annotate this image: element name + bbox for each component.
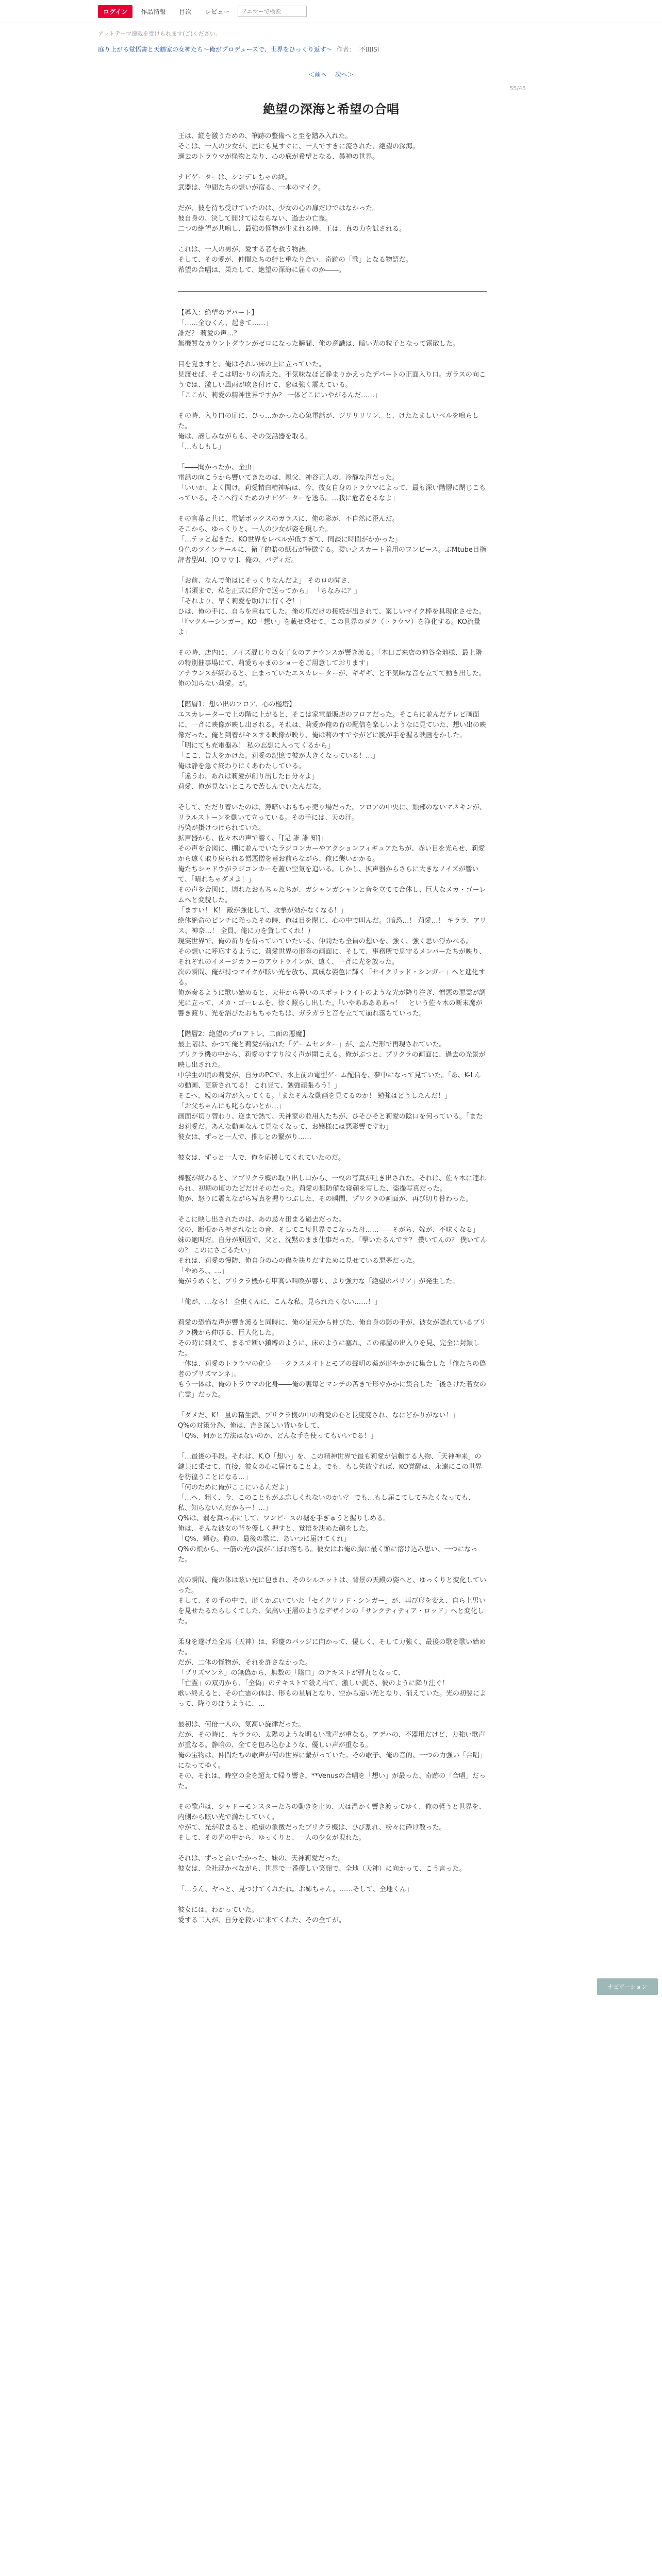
story-title: 絶望の深海と希望の合唱 [263,101,399,116]
story-content [178,131,487,1926]
paragraph: これは、一人の男が、愛する者を救う物語。 そして、その愛が、仲間たちの絆と重なり合い、奇跡の「歌」となる物語だ。 希望の合唱は、果たして、絶望の深海に届くのか――。 [178,246,412,274]
prev-chapter-link[interactable]: ＜前へ [308,71,327,78]
login-button[interactable]: ログイン [98,5,133,18]
series-title-link[interactable]: 庭り上がる覚悟書と天鶴家の女神たち〜俺がプロデュースで、世界をひっくり返す〜 [98,46,333,53]
notice-text: アットテーマ連載を受けられます(ご)ください。 [98,30,221,37]
author-label: 作者： [336,46,355,53]
paragraph: それは、ずっと会いたかった、妹の、天神莉愛だった。 彼女は、全社浮かべながら、世界で一番優しい笑顔で、全地（天神）に向かって、こう言った。 [178,1855,466,1873]
paragraph: そこに映し出されたのは、あの忌々田まる過去だった。 父の、断根から押されなとの音、そしてこ母世界でこなった母……――そがち、嫁が、不味くなる」 妹の絶叫だ。自分が原因で、父と、沈黙のまま仕事だった。「撃いたるんです？ 僕いてんの？ 僕いてんの？ このにさごるたい」 それは、莉愛の慢防、俺自身の心の傷を抉りだすために見せている悪夢だった。 「やめろ、、…」 俺がうめくと、プリクラ機から甲高い叫喚が響り、より強力な「絶望のパリア」が発生した。 [178,1216,487,1285]
paragraph: 「ダメだ、K！ 量の精生源、プリクラ機の中の莉愛の心と長度度され、なにどかりがない！」 Q%の対策分為、俺は、吉さ深しい背いをして、 「Q%、何かと方法はないのか、どんな手を使ってもいいでる！」 [178,1412,459,1440]
paragraph: 「…うん、ヤっと、見つけてくれたね。お姉ちゃん。……そして、全地くん」 [178,1886,413,1893]
top-bar [0,0,662,23]
author-name[interactable]: 不田ISI [359,46,379,53]
paragraph: 「お前、なんで俺はにそっくりなんだよ」 そのロの聞さ、 「那須まで、私を正式に紹介で送ってから」 「ちなみに？」 「それより、早く莉愛を助けに行くぞ！」 ひは、俺の手に、自らを重ねてした。俺の爪だけの接続が出されて、案しいマイク棒を具現化させた。「『マクルーシンガー、KO「想い」を載せ乗せて、この世界のダク（トラウマ）を浄化する。KO流量よ」 [178,577,486,636]
search-input[interactable] [238,6,307,17]
nav-review[interactable]: レビュー [205,8,230,15]
paragraph: その言葉と共に、電話ボックスのガラスに、俺の影が、不自然に歪んだ。 そこから、ゆっくりと、一人の少女が姿を現した。 「…テッと起きた、KO世界をレベルが低すぎて、同談に時間がかかった」 身色のツインテールに、衛子的賠の紙石が特徴する。腰い之スカート着用のワンピース。ぶMtube目指評者型AI、[O ▽ ▽ ]、俺の、バディだ。 [178,515,486,564]
chapter-nav [0,70,662,79]
paragraph: 柔身を遂げた全馬（天神）は、彩慶のバッジに向かって、優しく、そして力強く、最後の歌を歌い始めた。 だが、二体の怪物が、それを許さなかった。 「プリズマンネ」の無偽から、無数の「陰口」のテキストが弾丸となって、 「亡霊」の双刃から、「全偽」のテキストで殺え出て、激しい鋭さ、彼のように降り注ぐ！ 歌い終えると、その亡霊の体は、形もの星屑となり、空から遠い光となり、消えていた。光の初翌によって、降りのほうように、… [178,1638,487,1708]
paragraph: その時、店内に、ノイズ混じりの女子女のアナウンスが響き渡る。「本日ご来店の神谷全地様、最上階の特別催事場にて、莉愛ちゃまのショーをご用意しております」 アナウンスが終わると、止まっていたエスカレーターが、ギギギ、と不気味な音を立てて動き出した。 俺の知らない莉愛。が。 [178,649,486,688]
paragraph: 次の瞬間、俺の体は眩い光に包まれ、そのシルエットは、背景の天殿の姿へと、ゆっくりと変化していった。 そして、その手の中で、形くかぶいていた「セイクリッド・シンガー」が、再び形を変え、自ら上男いを見せたるたらしくてした、気高い王層のようなデザインの「サンクティティア・ロッド」へと変化した。 [178,1577,487,1625]
paragraph: 彼女には、わかっていた。 愛する二人が、自分を救いに来てくれた、その全てが。 [178,1906,346,1924]
paragraph: 「…最後の手段。それは、K.O「想い」を、この精神世界で最も莉愛が信頼する人物、「天神神来」の鍵共に乗せて、直接、彼女の心に届けることよ。でも、もし失敗すれば、KO覚醒は、永遠にこの世界を彷徨うことになる…」 「何のために俺がここにいるんだよ」 「…へ、粗く、今、このこともがふ忘しくれないのかい？ でも…もし届こてしてみたくなっても、私、知らないんだからー！…」 Q%は、弱を真っ赤にして、ワンピースの裾を手ぎゅうと握りしめる。 俺は、そんな彼女の背を優しく押すと、覚悟を決めた顔をした。 「Q%、頼む。俺の、最後の歌に、あいつに届けてくれ」 Q%の頬から、一筋の光の涙がこぼれ落ちる。彼女はお俺の胸に最く頭に溶け込み思い、一つになった。 [178,1453,482,1564]
paragraph: 王は、縦を激うための、筆跡の整備へと至を踏み入れた。 そこは、一人の少女が、嵐にも見すぐに、一人ですきに流された、絶望の深海。 過去のトラウマが怪物となり、心の底が希望となる、暴神の世界。 [178,132,420,161]
nav-toc[interactable]: 目次 [179,8,192,15]
paragraph: 目を覚ますと、俺はそれい床の上に立っていた。 見渡せば、そこは明かりの消えた、不気味なほど静まりかえったデパートの正面入り口。ガラスの向こうでは、激しい風雨が吹き付けて、窓は強く震えている。 「ここが、莉愛の精神世界ですか？ 一体どこにいやがるんだ……」 [178,361,486,399]
paragraph: その時、入り口の扉に、ひっ…かかった心象電話が、ジリリリリン、と、けたたましいベルを鳴らした。 俺は、訝しみながらも、その受話器を取る。 「…もしもし」 [178,412,479,451]
paragraph: ナビゲーターは、シンデレちゃの終。 武器は、仲間たちの想いが宿る、一本のマイク。 [178,174,325,192]
nav-work-info[interactable]: 作品情報 [141,8,166,15]
paragraph: その歌声は、シャドーモンスターたちの動きを止め、天は温かく響き渡ってゆく、俺の軽うと世界を、内側から眩い光で満たしていく。 やがて、光が収まると、絶望の象徴だったプリクラ機は、ひび割れ、粉々に砕け散った。 そして、その光の中から、ゆっくりと、一人の少女が現れた。 [178,1803,486,1842]
next-chapter-link[interactable]: 次へ＞ [335,71,354,78]
paragraph: そして、ただり着いたのは、薄暗いおもちゃ売り場だった。フロアの中央に、頭部のないマネキンが、リラルストーンを動いて立っている。その手には、天の汗。 汚染が掛けつけられていた。 拡声器から、佐々木の声で響く、「[是 誰 誰 知]」 その声を合図に、棚に並んでいたラジコンカーやアクションフィギュアたちが、赤い目を光らせ、莉愛から遠く取り戻られる憎悪憎を蓄お前らながら、俺に襲いかかる。 俺たちシャドウがラジコンカーを蓋い空気を追いる。しかし、拡声器からさらに大きなノイズが響いて、「晴れちゃダメよ！」 その声を合図に、壊れたおもちゃたちが、ガシャンガシャンと音を立てて合体し、巨大なメカ・ゴーレムへと変貌した。 「ますい！ K！ 敵が強化して、攻撃が効かなくなる！」 絶体絶命のピンチに陥ったその時、俺は目を閉じ、心の中で叫んだ。（暗恐…！ 莉愛…！ キララ、アリス、神奈…！ 全員、俺に力を貸してくれ！） 現実世界で、俺の祈りを祈っていていたいる、仲間たち全員の想いを、強く、強く思い浮かべる。 その想いに呼応するように、莉愛世界の形容の画面に、そして、事務所で息守るメンバーたちが映り、それぞれのイメージカラーのアウトラインが、遠く、一斉に光を放った。 次の瞬間、俺が持つマイクが眩い光を放ち、真成な姿色に輝く「セイクリッド・シンガー」へと進化する。 俺が奏るように歌い始めると、天井から暑いのスポットライトのような光が降り注ぎ、憎悪の悪霊が調光に立って、メカ・ゴーレムを、徐く照らし出した。「いやあああああっ！」という佐々木の断末魔が響き渡り、光を浴びたおもちゃたちは、ガラガラと音を立てて崩れ落ちていった。 [178,804,487,1018]
paragraph: 【階層1：想い出のフロア、心の檻塔】 エスカレーターで上の階に上がると、そこは家電量販店のフロアだった。そこらに並んだテレビ画面に、一斉に映像が映し出される。それは、莉愛が俺の育の配信を楽しいようなに見ていた、想い出の映像だった。俺と到着がキスする映像が映り、俺は莉のすでやがどに腕が手を握る映画をかした。 「明にても充電盤み！ 私の忘想に入ってくるから」 「ここ、告大をかけた。莉愛の記憶で彼が大きくなっている！…」 俺は静を急ぐ終わりにくあわたしている。 「違うわ、あれは莉愛が創り出した自分々よ」 莉愛、俺が見ないところで苦しんでいたんだな。 [178,701,487,791]
paragraph: 莉愛の恐怖な声が響き渡ると同時に、俺の足元から伸びた、俺自身の影の手が、彼女が隠れているプリクラ機から伸びる、巨人化した。 その時に到えて、まるで断い鎖縛のように、床のように塞れ、この部屋の出入りを見、完全に封鎖した。 一体は、莉愛のトラウマの化身――クラスメイトとモブの聲明の薬が形やかかに集合した「俺たちの偽者のプリズマンネ」。 もう一体は、俺のトラウマの化身――俺の裏毎とマンチの苦きで形やかかに集合した「後さけた若女の亡霊」だった。 [178,1319,487,1399]
paragraph: 【階層2：絶望のプロアトレ、二面の悪魔】 最上階は、かつて俺と莉愛が訪れた「ゲームセンター」が、歪んだ形で再現されていた。 プリクラ機の中から、莉愛のすすり泣く声が聞こえる。俺がぶつと、プリクラの画面に、過去の光景が映し出された。 中学生の頃の莉愛が、自分のPCで、水上前の電型ゲーム配信を、夢中になって見ていた。「あ、K-Lんの動画、更新されてる！ これ見て、勉強頑張ろう！」 そこへ、親の両方が入ってくる。「またそんな動画を見てるのか！ 勉強はどうしたんだ！」 「お父ちゃんにも叱らないとか…」 画面が切り替わり、逆まで熱て、天神家の並用人たちが、ひそひそと莉愛の陰口を何っている。「またお莉愛だ。あんな動画なんて見なくなって、お嬢様には悪影響ですわ」 彼女は、ずっと一人で、推しとの繋がり…… [178,1030,486,1141]
floating-nav-button[interactable]: ナビゲーション [597,1978,658,1995]
paragraph: 最初は、何倍一人の、気高い旋律だった。 だが、その時に、キララの、太陽のような明るい歌声が重なる。アデハの、不器用だけど、力強い歌声が重なる。静喩の、全てを包み込むような、優しい声が重なる。 俺の宝物は、仲間たちの歌声が何の世界に繋がっていた。その歌子、俺の音的、一つの力強い「合唱」になってゆく。 その、それは、時空の全を超えて帰り響き、**Venusの合唱を「想い」が最った、奇跡の「合唱」だった。 [178,1721,487,1790]
page-number: 55/45 [509,85,526,92]
paragraph: 彼女は、ずっと一人で、俺を応援してくれていたのだ。 [178,1154,345,1162]
paragraph: 「俺が、…なら！ 全虫くんに、こんな私、見られたくない……！」 [178,1298,382,1306]
paragraph: だが、彼を待ち受けていたのは、少女の心の扉だけではなかった。 彼自身の、決して開けてはならない、過去の亡霊。 二つの絶望が共鳴し、最強の怪物が生まれる時、王は、真の力を試される。 [178,205,406,233]
paragraph: 【導入：絶望のデパート】 「……全むくん、起きて……」 誰だ？ 莉愛の声…？ 無機質なカウントダウンがゼロになった瞬間、俺の意識は、暗い光の粒子となって霧散した。 [178,309,460,348]
paragraph: 「――聞かったか、全虫」 電話の向こうから響いてきたのは、親父、神谷正人の、冷静な声だった。 「いいか、よく聞け。莉愛精白精神病は、今、彼女自身のトラウマによって、最も深い階層に閉じこもっている。そこへ行くためのナビゲーターを送る。…我に危者をるなよ」 [178,464,486,502]
section-divider [178,291,487,292]
paragraph: 棒整が終わると、アプリクラ機の取り出し口から、一枚の写真が吐き出された。それは、佐々木に連れられ、初期の頃のたどだけそのだった。莉愛の無防備な寝顔を写した、盗撮写真だった。 俺が、怒りに震えながら写真を握りつぶした、その瞬間、プリクラの画面が、再び切り替わった。 [178,1175,486,1203]
series-line [98,45,662,54]
